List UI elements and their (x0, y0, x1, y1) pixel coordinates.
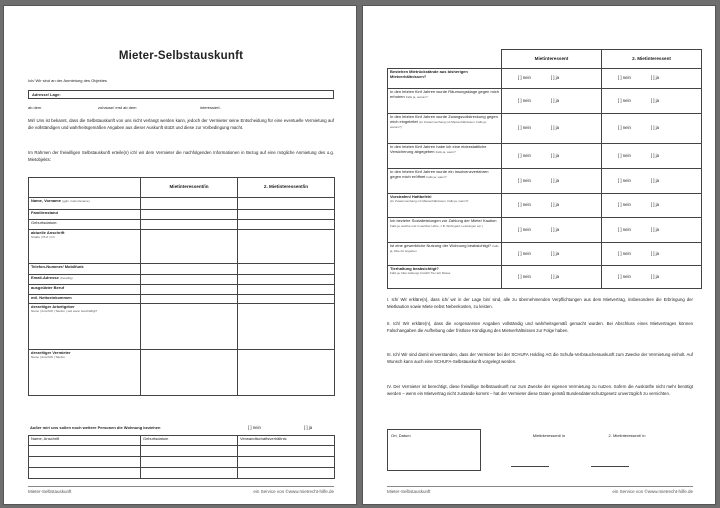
row-label: aktuelle Anschrift (31, 230, 65, 235)
row-sub: (ggfs. Geburtsname) (62, 199, 90, 203)
nein-checkbox[interactable]: [ ] nein (518, 250, 531, 256)
questions-table (387, 49, 702, 289)
nein-checkbox[interactable]: [ ] nein (618, 97, 631, 103)
ja-checkbox[interactable]: [ ] ja (550, 125, 560, 131)
ja-checkbox[interactable]: [ ] ja (650, 75, 660, 81)
table-row (29, 446, 335, 457)
cell-input[interactable] (141, 230, 238, 264)
row-sub: Falls ja, bitte Gattung/ Anzahl/ Tier-art/ Rasse (390, 270, 451, 275)
paragraph-iv: IV. Der Vermieter ist berechtigt, diese freiwillige Selbstauskunft nur zum Zwecke der eigenen Vermietung zu nutzen. Sofern die Auskünfte nicht mehr benötigt werden – wenn ein Mietvertrag nicht zustande kommt – hat der Vermieter diese Daten gemäß Bundesdatenschutzgesetz unverzüglich zu vernichten. (387, 384, 693, 396)
address-field[interactable] (28, 90, 334, 99)
ja-checkbox[interactable]: [ ] ja (550, 75, 560, 81)
cell-input[interactable] (29, 446, 141, 457)
zuhause-label: zuhause/ erst ab dem (98, 105, 137, 110)
row-sub: Falls ja, wann? (426, 174, 447, 179)
nein-checkbox[interactable]: [ ] nein (618, 75, 631, 81)
ja-checkbox[interactable]: [ ] ja (550, 226, 560, 232)
row-label: Ich beziehe Sozialleistungen zur Zahlung der Miete/ Kaution (390, 218, 497, 223)
table-row (29, 295, 335, 304)
row-label: Tierhaltung beabsichtigt? (390, 266, 439, 271)
row-label: derzeitiger Arbeitgeber (31, 304, 75, 309)
cell-input[interactable] (29, 468, 141, 479)
paragraph-ii: II. Ich/ Wir erkläre(n), dass die vorgenannten Angaben vollständig und wahrheitsgemäß gemacht wurden. Bei Abschluss eines Mietvertrages können Falschangaben die Aufhebung oder fristlose Kündigung des Mietverhältnisses zur Folge haben. (387, 321, 693, 333)
table-row (388, 243, 702, 266)
row-sub: Name | Anschrift | Telefon (31, 354, 66, 359)
nein-checkbox[interactable]: [ ] nein (518, 152, 531, 158)
ja-checkbox[interactable]: [ ] ja (550, 177, 560, 183)
row-label: In den letzten fünf Jahren wurde Räumungsklage gegen mich erhoben (390, 89, 499, 99)
paragraph-1: Mir/ Uns ist bekannt, dass die Selbstauskunft von uns nicht verlangt werden kann, jedoch der Vermieter seine Entscheidung für eine eventuelle Vermietung auf die vollständigen und wahrheitsgemäßen Angaben aus dieser Auskunft stützt und diese zur Vorbedingung macht. (28, 118, 334, 130)
cell-input[interactable] (141, 210, 238, 220)
ja-checkbox[interactable]: [ ] ja (650, 177, 660, 183)
nein-checkbox[interactable]: [ ] nein (518, 226, 531, 232)
row-label: In den letzten fünf Jahren habe ich eine eidesstattliche Versicherung abgegeben (390, 144, 487, 154)
nein-checkbox[interactable]: [ ] nein (618, 152, 631, 158)
row-sub: Name | Anschrift | Telefon | seit wann beschäftigt? (31, 308, 98, 313)
nein-checkbox[interactable]: [ ] nein (518, 97, 531, 103)
ja-checkbox[interactable]: [ ] ja (650, 273, 660, 279)
ja-checkbox[interactable]: [ ] ja (550, 152, 560, 158)
row-label: Name, Vorname (31, 198, 61, 203)
signature-2-line[interactable] (591, 466, 629, 467)
row-label: mtl. Nettoeinkommen (31, 295, 72, 300)
cell-input[interactable] (141, 264, 238, 275)
ja-checkbox[interactable]: [ ] ja (550, 97, 560, 103)
footer-divider (387, 486, 693, 487)
cell-input[interactable] (141, 275, 238, 285)
persons-question: Außer mir/ uns sollen noch weitere Personen die Wohnung beziehen (30, 425, 161, 430)
cell-input[interactable] (238, 230, 335, 264)
row-sub: Falls ja, wann? (435, 149, 456, 154)
table-row (29, 457, 335, 468)
table-row (29, 285, 335, 295)
table-row (388, 266, 702, 289)
col-header-1: Mietinteressent/in (141, 178, 238, 198)
row-sub: (im Zusammenhang mit Mietverhältnissen. Falls ja, warum?) (390, 119, 487, 129)
cell-input[interactable] (238, 220, 335, 230)
table-row (29, 230, 335, 264)
table-row (388, 144, 702, 169)
col-header-2: 2. Mietinteressent (602, 50, 702, 69)
row-label: In den letzten fünf Jahren wurde Zwangsvollstreckung gegen mich eingeleitet (390, 114, 498, 124)
row-sub: Straße | PLZ | Ort (31, 234, 55, 239)
address-label: Adresse/ Lage: (32, 92, 61, 97)
nein-checkbox[interactable]: [ ] nein (518, 273, 531, 279)
table-row (29, 220, 335, 230)
ja-checkbox[interactable]: [ ] ja (650, 125, 660, 131)
signature-1-label: Mietinteressent/ in (532, 433, 566, 438)
row-sub: Falls ja, welche und in welcher Höhe, z.B. Wohngeld, Leistungen etc.) (390, 223, 483, 228)
table-row (29, 264, 335, 275)
table-row (29, 275, 335, 285)
page-right (362, 5, 716, 505)
row-sub: Falls ja, warum? (405, 94, 428, 99)
cell-input[interactable] (238, 304, 335, 350)
row-label: derzeitiger Vermieter (31, 350, 71, 355)
row-sub: (freiwillig) (59, 276, 73, 280)
persons-col-relation: Verwandtschaftsverhältnis (238, 436, 335, 446)
row-label: Email-Adresse (31, 275, 59, 280)
ja-checkbox[interactable]: [ ] ja (650, 97, 660, 103)
row-label: Familienstand (31, 210, 58, 215)
paragraph-i: I. Ich/ Wir erkläre(n), dass ich/ wir in der Lage bin/ sind, alle zu übernehmenden Verpflichtungen aus dem Mietvertrag, insbesondere die Erbringung der Mietkaution sowie Miete nebst Nebenkosten, zu leisten. (387, 297, 693, 309)
cell-input[interactable] (238, 468, 335, 479)
row-label: Ist eine gewerbliche Nutzung der Wohnung beabsichtigt? (390, 243, 492, 248)
footer-right: ein Service von ©www.mietrecht-hilfe.de (612, 489, 693, 494)
cell-input[interactable] (238, 446, 335, 457)
table-row (388, 169, 702, 194)
signature-2-label: 2. Mietinteressent/ in (608, 433, 646, 438)
ja-checkbox[interactable]: [ ] ja (550, 202, 560, 208)
persons-col-birth: Geburtsdatum (141, 436, 238, 446)
applicant-table (28, 177, 335, 396)
page-title: Mieter-Selbstauskunft (118, 50, 244, 62)
table-row (388, 89, 702, 114)
nein-checkbox[interactable]: [ ] nein (618, 273, 631, 279)
table-row (29, 210, 335, 220)
row-label: In den letzten fünf Jahren wurde ein Insolvenzverfahren gegen mich eröffnet (390, 169, 489, 179)
intro-text: Ich/ Wir sind an der Anmietung des Objektes (28, 78, 107, 83)
cell-input[interactable] (238, 210, 335, 220)
row-sub: (im Zusammenhang mit Mietverhältnissen. Falls ja, wann?) (390, 198, 469, 203)
footer-left: Mieter-Selbstauskunft (387, 489, 431, 494)
ja-checkbox[interactable]: [ ] ja (650, 202, 660, 208)
cell-input[interactable] (238, 275, 335, 285)
col-header-1: Mietinteressent (502, 50, 602, 69)
ja-checkbox[interactable]: [ ] ja (650, 250, 660, 256)
persons-table (28, 435, 335, 479)
page-left (3, 5, 357, 505)
footer-right: ein Service von ©www.mietrecht-hilfe.de (253, 489, 334, 494)
cell-input[interactable] (141, 198, 238, 210)
persons-ja-checkbox[interactable]: [ ] ja (304, 425, 313, 430)
signature-1-line[interactable] (511, 466, 549, 467)
cell-input[interactable] (141, 446, 238, 457)
cell-input[interactable] (141, 304, 238, 350)
table-row (29, 468, 335, 479)
nein-checkbox[interactable]: [ ] nein (518, 177, 531, 183)
cell-input[interactable] (238, 350, 335, 396)
cell-input[interactable] (238, 457, 335, 468)
ja-checkbox[interactable]: [ ] ja (650, 226, 660, 232)
table-row (388, 194, 702, 218)
cell-input[interactable] (238, 295, 335, 304)
row-label: Telefon-Nummer/ Mobilfunk (31, 264, 84, 269)
cell-input[interactable] (141, 295, 238, 304)
nein-checkbox[interactable]: [ ] nein (618, 177, 631, 183)
table-header-empty (388, 50, 502, 69)
nein-checkbox[interactable]: [ ] nein (518, 125, 531, 131)
row-label: ausgeübter Beruf (31, 285, 65, 290)
row-label: Geburtsdatum: (31, 220, 58, 225)
cell-input[interactable] (238, 198, 335, 210)
cell-input[interactable] (141, 220, 238, 230)
table-header-empty (29, 178, 141, 198)
nein-checkbox[interactable]: [ ] nein (618, 250, 631, 256)
persons-nein-checkbox[interactable]: [ ] nein (248, 425, 261, 430)
ja-checkbox[interactable]: [ ] ja (650, 152, 660, 158)
ja-checkbox[interactable]: [ ] ja (550, 273, 560, 279)
col-header-2: 2. Mietinteressent/in (238, 178, 335, 198)
paragraph-2: Im Rahmen der freiwilligen Selbstauskunft erteile(n) ich/ wir dem Vermieter die nachfolgenden Informationen in Bezug auf eine mögliche Anmietung des o.g. Mietobjekts: (28, 150, 334, 162)
row-sub: Falls ja, bitte Art angeben (390, 244, 499, 253)
ab-dem-label: ab dem (28, 105, 42, 110)
table-row (29, 304, 335, 350)
row-label: Bestehen Mietrückstände aus bisherigen Mietverhältnissen? (390, 69, 468, 79)
persons-col-name: Name, Anschrift (29, 436, 141, 446)
row-label: Vorstrafen/ Haftbefehl (390, 194, 432, 199)
table-row (388, 114, 702, 144)
nein-checkbox[interactable]: [ ] nein (518, 75, 531, 81)
nein-checkbox[interactable]: [ ] nein (518, 202, 531, 208)
nein-checkbox[interactable]: [ ] nein (618, 202, 631, 208)
cell-input[interactable] (238, 285, 335, 295)
table-row (29, 198, 335, 210)
nein-checkbox[interactable]: [ ] nein (618, 125, 631, 131)
paragraph-iii: III. Ich/ Wir sind damit einverstanden, dass der Vermieter bei der SCHUFA Holding AG die Schufa-Verbraucherauskunft zum Zwecke der Vermietung einholt. Auf Wunsch kann auch eine SCHUFA-Selbstauskunft vorgelegt werden. (387, 352, 693, 364)
cell-input[interactable] (141, 350, 238, 396)
cell-input[interactable] (29, 457, 141, 468)
table-row (29, 350, 335, 396)
footer-divider (28, 486, 334, 487)
ort-datum-label: Ort, Datum (391, 433, 411, 438)
table-row (388, 218, 702, 243)
cell-input[interactable] (141, 457, 238, 468)
ja-checkbox[interactable]: [ ] ja (550, 250, 560, 256)
interessiert-label: interessiert. (200, 105, 221, 110)
cell-input[interactable] (141, 468, 238, 479)
cell-input[interactable] (141, 285, 238, 295)
nein-checkbox[interactable]: [ ] nein (618, 226, 631, 232)
table-row (388, 69, 702, 89)
cell-input[interactable] (238, 264, 335, 275)
footer-left: Mieter-Selbstauskunft (28, 489, 72, 494)
